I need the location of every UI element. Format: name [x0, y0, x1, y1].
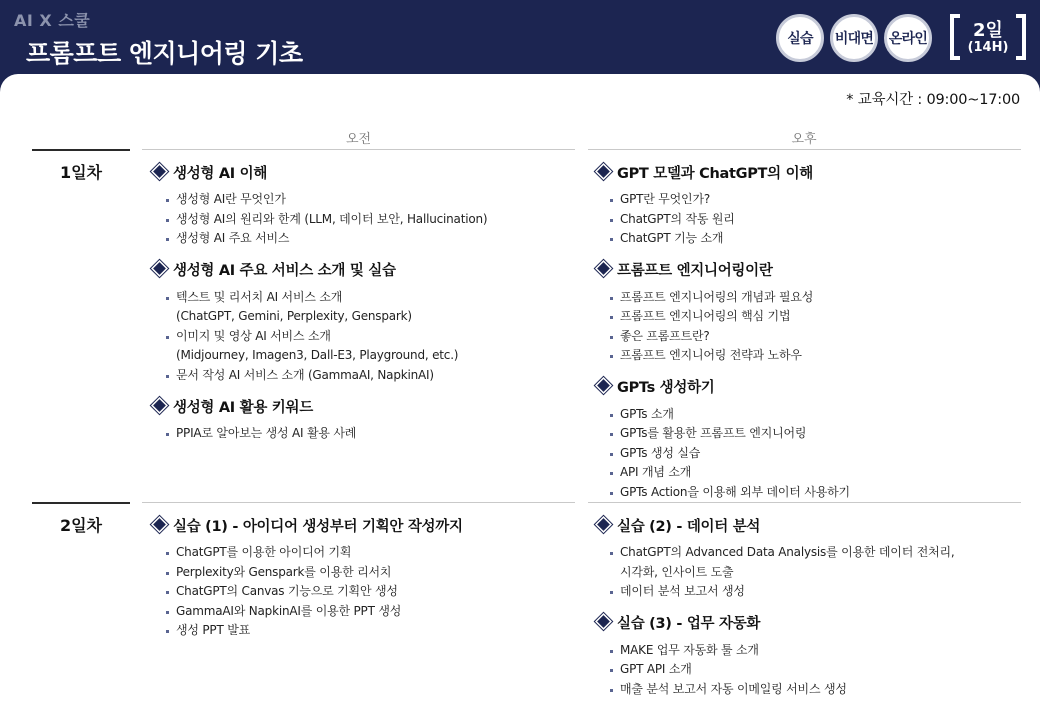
- row-divider: [588, 502, 1021, 503]
- topic-text: GPT API 소개: [620, 662, 692, 676]
- topic-item: [594, 660, 1020, 680]
- square-bullet-icon: [610, 316, 613, 319]
- topic-text: ChatGPT의 Canvas 기능으로 기획안 생성: [176, 584, 398, 598]
- topic-item: [594, 483, 1020, 503]
- column-header-pm: 오후: [791, 132, 817, 147]
- session-title-text: 실습 (3) - 업무 자동화: [617, 616, 761, 632]
- header-bar: [0, 0, 1040, 78]
- session-title: [150, 160, 575, 184]
- topic-text: 생성 PPT 발표: [176, 623, 251, 637]
- square-bullet-icon: [610, 433, 613, 436]
- topic-text: ChatGPT의 Advanced Data Analysis를 이용한 데이터 전처리, 시각화, 인사이트 도출: [620, 545, 955, 579]
- topic-text: 생성형 AI란 무엇인가: [176, 192, 286, 206]
- column-header-line-pm: [588, 149, 1021, 150]
- topic-item: [594, 327, 1020, 347]
- session-title: [594, 160, 1020, 184]
- session-title: [150, 513, 575, 537]
- diamond-bullet-icon: [153, 518, 166, 531]
- topic-item: [594, 641, 1020, 661]
- session-title-text: 생성형 AI 이해: [173, 165, 268, 182]
- square-bullet-icon: [166, 336, 169, 339]
- square-bullet-icon: [610, 219, 613, 222]
- square-bullet-icon: [610, 297, 613, 300]
- square-bullet-icon: [610, 336, 613, 339]
- topic-text: 이미지 및 영상 AI 서비스 소개 (Midjourney, Imagen3, Dall-E3, Playground, etc.): [176, 328, 459, 362]
- diamond-bullet-icon: [153, 262, 166, 275]
- schedule-panel: [0, 74, 1040, 720]
- right-bracket-icon: [1016, 14, 1026, 60]
- square-bullet-icon: [166, 433, 169, 436]
- topic-item: [150, 621, 575, 641]
- session-title-text: 생성형 AI 활용 키워드: [173, 399, 313, 416]
- topic-text: 생성형 AI의 원리와 한계 (LLM, 데이터 보안, Hallucination): [176, 211, 488, 226]
- topic-text: 문서 작성 AI 서비스 소개 (GammaAI, NapkinAI): [176, 367, 434, 382]
- square-bullet-icon: [166, 238, 169, 241]
- topic-item: [594, 444, 1020, 464]
- topic-item: [150, 366, 575, 386]
- topic-item: [594, 307, 1020, 327]
- topic-text: ChatGPT 기능 소개: [620, 231, 724, 245]
- session-title: [594, 258, 1020, 282]
- diamond-bullet-icon: [153, 399, 166, 412]
- day-divider: [32, 149, 130, 151]
- session-title-text: 실습 (2) - 데이터 분석: [617, 518, 761, 535]
- day2-pm-cell: [594, 513, 1020, 708]
- session-title-text: GPTs 생성하기: [617, 380, 715, 396]
- topic-item: [594, 210, 1020, 230]
- square-bullet-icon: [610, 591, 613, 594]
- topic-item: [594, 288, 1020, 308]
- square-bullet-icon: [610, 669, 613, 672]
- topic-item: [150, 563, 575, 583]
- topic-item: [150, 288, 575, 327]
- square-bullet-icon: [166, 297, 169, 300]
- session-title-text: 프롬프트 엔지니어링이란: [617, 263, 773, 279]
- square-bullet-icon: [166, 591, 169, 594]
- badge-online: 온라인: [884, 14, 932, 62]
- topic-item: [150, 327, 575, 366]
- topic-text: GammaAI와 NapkinAI를 이용한 PPT 생성: [176, 603, 402, 618]
- brand-name: AI X 스쿨: [14, 11, 91, 30]
- duration-hours: (14H): [967, 40, 1009, 55]
- topic-text: GPT란 무엇인가?: [620, 192, 711, 206]
- day-divider: [32, 502, 130, 504]
- topic-text: ChatGPT를 이용한 아이디어 기획: [176, 545, 352, 559]
- day-label: 1일차: [59, 163, 103, 182]
- day2-am-cell: [150, 513, 575, 650]
- badge-remote: 비대면: [830, 14, 878, 62]
- topic-text: GPTs 생성 실습: [620, 445, 701, 460]
- session-title-text: GPT 모델과 ChatGPT의 이해: [617, 165, 814, 182]
- topic-item: [594, 543, 1020, 582]
- square-bullet-icon: [610, 472, 613, 475]
- square-bullet-icon: [610, 689, 613, 692]
- diamond-bullet-icon: [153, 165, 166, 178]
- session-title: [150, 258, 575, 282]
- topic-text: GPTs를 활용한 프롬프트 엔지니어링: [620, 426, 807, 440]
- topic-item: [594, 190, 1020, 210]
- topic-item: [150, 190, 575, 210]
- topic-item: [594, 424, 1020, 444]
- topic-text: PPIA로 알아보는 생성 AI 활용 사례: [176, 426, 357, 440]
- topic-text: GPTs Action을 이용해 외부 데이터 사용하기: [620, 484, 850, 499]
- topic-text: 생성형 AI 주요 서비스: [176, 231, 290, 245]
- diamond-bullet-icon: [597, 379, 610, 392]
- topic-item: [150, 602, 575, 622]
- column-header-am: 오전: [345, 132, 372, 147]
- topic-text: MAKE 업무 자동화 툴 소개: [620, 642, 759, 657]
- square-bullet-icon: [166, 199, 169, 202]
- session-block: [594, 513, 1020, 602]
- session-title: [150, 394, 575, 418]
- square-bullet-icon: [166, 219, 169, 222]
- topic-item: [594, 346, 1020, 366]
- square-bullet-icon: [166, 375, 169, 378]
- square-bullet-icon: [166, 552, 169, 555]
- badge-practice: 실습: [776, 14, 824, 62]
- duration-days: 2일: [973, 20, 1003, 41]
- day-label: 2일차: [59, 516, 103, 535]
- square-bullet-icon: [610, 552, 613, 555]
- session-block: [594, 375, 1020, 503]
- session-title-text: 실습 (1) - 아이디어 생성부터 기획안 작성까지: [173, 518, 463, 535]
- diamond-bullet-icon: [597, 262, 610, 275]
- day1-pm-cell: [594, 160, 1020, 511]
- topic-item: [594, 229, 1020, 249]
- duration-box: [950, 12, 1026, 62]
- diamond-bullet-icon: [597, 518, 610, 531]
- diamond-bullet-icon: [597, 165, 610, 178]
- session-block: [150, 394, 575, 444]
- square-bullet-icon: [166, 572, 169, 575]
- topic-item: [150, 424, 575, 444]
- topic-item: [594, 405, 1020, 425]
- session-title: [594, 375, 1020, 399]
- course-title: 프롬프트 엔지니어링 기초: [26, 39, 303, 68]
- square-bullet-icon: [610, 492, 613, 495]
- topic-item: [150, 543, 575, 563]
- session-block: [594, 160, 1020, 249]
- session-title: [594, 611, 1020, 635]
- topic-text: 프롬프트 엔지니어링의 개념과 필요성: [620, 289, 814, 304]
- square-bullet-icon: [610, 414, 613, 417]
- session-block: [594, 611, 1020, 700]
- topic-item: [150, 210, 575, 230]
- square-bullet-icon: [166, 630, 169, 633]
- square-bullet-icon: [610, 238, 613, 241]
- badge-group: [776, 14, 932, 62]
- topic-item: [150, 229, 575, 249]
- session-title: [594, 513, 1020, 537]
- topic-text: 매출 분석 보고서 자동 이메일링 서비스 생성: [620, 681, 847, 696]
- column-header-line-am: [142, 149, 575, 150]
- topic-text: Perplexity와 Genspark를 이용한 리서치: [176, 564, 392, 579]
- square-bullet-icon: [610, 650, 613, 653]
- topic-item: [150, 582, 575, 602]
- topic-text: 프롬프트 엔지니어링의 핵심 기법: [620, 309, 791, 323]
- session-block: [150, 258, 575, 386]
- square-bullet-icon: [166, 611, 169, 614]
- topic-text: ChatGPT의 작동 원리: [620, 211, 735, 226]
- row-divider: [142, 502, 575, 503]
- session-block: [594, 258, 1020, 366]
- session-title-text: 생성형 AI 주요 서비스 소개 및 실습: [173, 263, 396, 279]
- topic-text: 텍스트 및 리서치 AI 서비스 소개 (ChatGPT, Gemini, Perplexity, Genspark): [176, 289, 412, 323]
- topic-item: [594, 680, 1020, 700]
- square-bullet-icon: [610, 355, 613, 358]
- day1-am-cell: [150, 160, 575, 453]
- topic-text: 좋은 프롬프트란?: [620, 328, 710, 343]
- education-time: * 교육시간 : 09:00~17:00: [846, 92, 1020, 108]
- topic-text: 데이터 분석 보고서 생성: [620, 584, 745, 598]
- square-bullet-icon: [610, 453, 613, 456]
- session-block: [150, 513, 575, 641]
- topic-text: API 개념 소개: [620, 465, 692, 479]
- diamond-bullet-icon: [597, 615, 610, 628]
- square-bullet-icon: [610, 199, 613, 202]
- topic-text: GPTs 소개: [620, 406, 674, 421]
- session-block: [150, 160, 575, 249]
- topic-item: [594, 463, 1020, 483]
- topic-item: [594, 582, 1020, 602]
- topic-text: 프롬프트 엔지니어링 전략과 노하우: [620, 348, 802, 362]
